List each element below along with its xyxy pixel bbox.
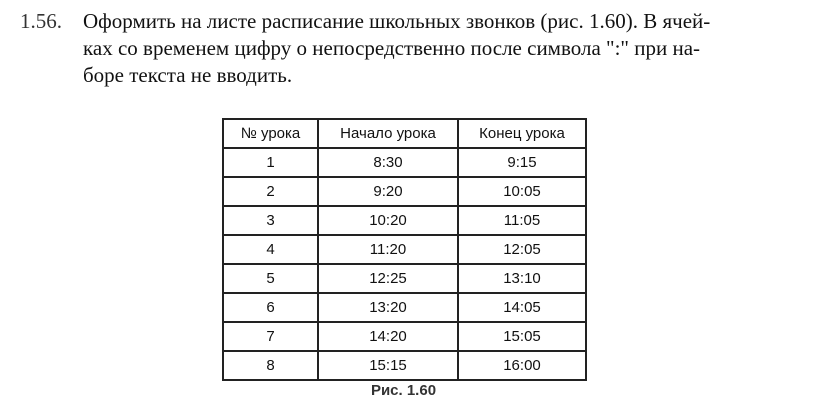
problem-number: 1.56. xyxy=(20,9,62,33)
cell-lesson-end: 13:10 xyxy=(458,264,586,293)
problem-text-line: ках со временем цифру о непосредственно после символа ":" при на- xyxy=(83,36,701,60)
cell-lesson-end: 12:05 xyxy=(458,235,586,264)
column-header-lesson-end: Конец урока xyxy=(458,119,586,148)
cell-lesson-start: 10:20 xyxy=(318,206,458,235)
cell-lesson-number: 5 xyxy=(223,264,318,293)
table-row xyxy=(223,148,586,177)
problem-block xyxy=(20,8,800,89)
cell-lesson-start: 13:20 xyxy=(318,293,458,322)
table-row xyxy=(223,322,586,351)
bell-schedule-table xyxy=(222,118,587,381)
cell-lesson-end: 9:15 xyxy=(458,148,586,177)
cell-lesson-end: 15:05 xyxy=(458,322,586,351)
cell-lesson-number: 2 xyxy=(223,177,318,206)
schedule-table-wrapper xyxy=(222,118,587,381)
cell-lesson-number: 6 xyxy=(223,293,318,322)
table-row xyxy=(223,293,586,322)
figure-caption: Рис. 1.60 xyxy=(370,382,437,399)
table-row xyxy=(223,264,586,293)
cell-lesson-number: 7 xyxy=(223,322,318,351)
cell-lesson-end: 11:05 xyxy=(458,206,586,235)
cell-lesson-number: 8 xyxy=(223,351,318,380)
table-header-row xyxy=(223,119,586,148)
cell-lesson-start: 14:20 xyxy=(318,322,458,351)
cell-lesson-start: 11:20 xyxy=(318,235,458,264)
table-row xyxy=(223,206,586,235)
cell-lesson-number: 1 xyxy=(223,148,318,177)
problem-text-line: боре текста не вводить. xyxy=(83,63,293,87)
cell-lesson-end: 16:00 xyxy=(458,351,586,380)
table-row xyxy=(223,351,586,380)
column-header-lesson-number: № урока xyxy=(223,119,318,148)
cell-lesson-number: 3 xyxy=(223,206,318,235)
cell-lesson-start: 9:20 xyxy=(318,177,458,206)
cell-lesson-start: 15:15 xyxy=(318,351,458,380)
table-body xyxy=(223,148,586,380)
table-row xyxy=(223,235,586,264)
cell-lesson-start: 8:30 xyxy=(318,148,458,177)
column-header-lesson-start: Начало урока xyxy=(318,119,458,148)
table-row xyxy=(223,177,586,206)
cell-lesson-end: 14:05 xyxy=(458,293,586,322)
cell-lesson-end: 10:05 xyxy=(458,177,586,206)
cell-lesson-start: 12:25 xyxy=(318,264,458,293)
problem-text xyxy=(83,8,800,89)
problem-text-line: Оформить на листе расписание школьных звонков (рис. 1.60). В ячей- xyxy=(83,9,711,33)
cell-lesson-number: 4 xyxy=(223,235,318,264)
